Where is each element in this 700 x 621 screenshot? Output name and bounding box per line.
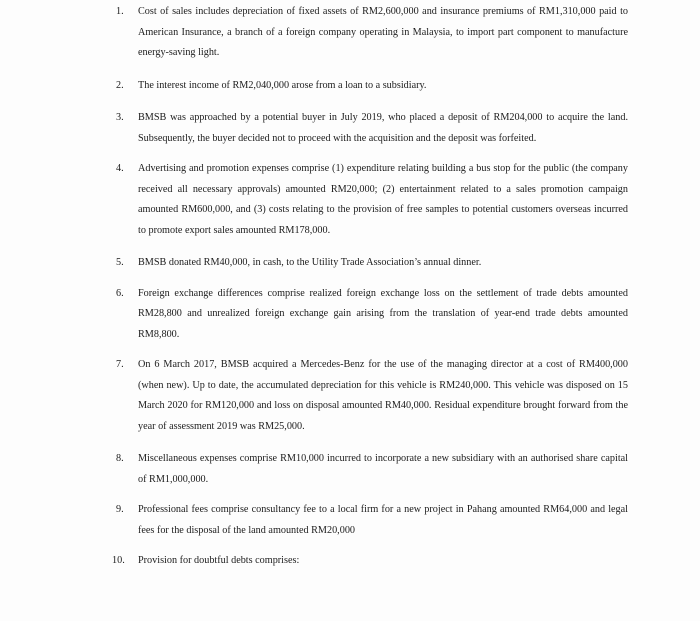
note-text: Professional fees comprise consultancy fee to a local firm for a new project in Pahang amounted RM64,000 and legal fees for the disposal of the land amounted RM20,000 [138, 504, 628, 536]
note-item-10 [112, 551, 628, 572]
note-item-1 [116, 2, 628, 64]
note-text: On 6 March 2017, BMSB acquired a Mercedes-Benz for the use of the managing director at a cost of RM400,000 (when new). Up to date, the accumulated depreciation for this vehicle is RM240,000. This vehicle was disposed on 15 March 2020 for RM120,000 and loss on disposal amounted RM40,000. Residual expenditure brought forward from the year of assessment 2019 was RM25,000. [138, 359, 628, 432]
note-number: 2. [116, 79, 124, 91]
note-number: 5. [116, 257, 124, 268]
note-text: Provision for doubtful debts comprises: [138, 555, 300, 566]
note-text: Foreign exchange differences comprise realized foreign exchange loss on the settlement of trade debts amounted RM28,800 and unrealized foreign exchange gain arising from the translation of year-end trade debts amounted RM8,800. [138, 287, 628, 340]
note-text: BMSB donated RM40,000, in cash, to the Utility Trade Association’s annual dinner. [138, 257, 482, 268]
note-item-5 [116, 253, 628, 274]
note-item-6 [116, 284, 628, 346]
notes-list [112, 2, 628, 586]
note-item-7 [116, 355, 628, 437]
note-number: 1. [116, 6, 124, 17]
note-number: 7. [116, 359, 124, 370]
note-item-3 [116, 108, 628, 149]
note-item-2 [116, 76, 628, 97]
note-text: Miscellaneous expenses comprise RM10,000 incurred to incorporate a new subsidiary with an authorised share capital of RM1,000,000. [138, 453, 628, 485]
note-text: The interest income of RM2,040,000 arose from a loan to a subsidiary. [138, 79, 427, 91]
note-number: 6. [116, 287, 124, 299]
note-item-8 [116, 449, 628, 490]
note-number: 4. [116, 163, 124, 174]
note-number: 9. [116, 504, 124, 515]
note-text: Cost of sales includes depreciation of fixed assets of RM2,600,000 and insurance premiums of RM1,310,000 paid to American Insurance, a branch of a foreign company operating in Malaysia, to import part component to manufacture energy-saving light. [138, 6, 628, 58]
note-text: Advertising and promotion expenses comprise (1) expenditure relating building a bus stop for the public (the company received all necessary approvals) amounted RM20,000; (2) entertainment related to a sales promotion campaign amounted RM600,000, and (3) costs relating to the provision of free samples to potential customers overseas incurred to promote export sales amounted RM178,000. [138, 163, 628, 236]
note-item-9 [116, 500, 628, 541]
note-number: 10. [112, 555, 125, 566]
note-number: 3. [116, 112, 124, 123]
note-text: BMSB was approached by a potential buyer in July 2019, who placed a deposit of RM204,000 to acquire the land. Subsequently, the buyer decided not to proceed with the acquisition and the deposit was forfeited. [138, 112, 628, 144]
note-item-4 [116, 159, 628, 241]
note-number: 8. [116, 453, 124, 464]
